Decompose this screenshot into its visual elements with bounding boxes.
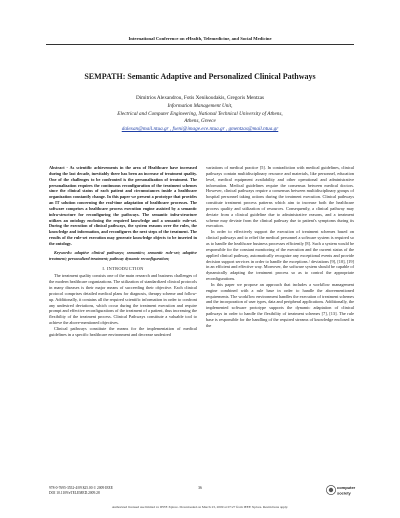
page-number: 36 [198,486,202,490]
left-column [49,165,197,338]
right-column [206,165,354,329]
logo-text: computer [337,485,356,490]
doi-line: DOI 10.1109/eTELEMED.2009.28 [49,491,100,495]
section-heading-introduction: I. INTRODUCTION [102,265,144,271]
abstract: Abstract - As scientific achievements in the area of Healthcare have increased during the last decade, inevitably there has been an increase of treatment quality. One of the challenges to be confronted is the personalization of treatment. The personalization requires the continuous reconfiguration of the treatment schemes since the clinical status of each patient and circumstances inside a healthcare organization constantly change. In this paper we present a prototype that provides an IT solution concerning the real-time adaptation of healthcare processes. The software comprises a healthcare process execution engine assisted by a semantic infra-structure for reconfiguring the pathways. The semantic infra-structure utilizes an ontology enclosing the required knowledge and a semantic rule-set. During the execution of clinical pathways, the system reasons over the rules, the knowledge and information, and reconfigures the next steps of the treatment. The results of the rule-set execution may generate knowledge objects to be inserted in the ontology. [49,165,197,246]
author-list: Dimitrios Alexandrou, Fotis Xenikoudakis, Gregoris Mentzas [135,95,265,101]
paper-title: SEMPATH: Semantic Adaptive and Personalized Clinical Pathways [84,72,316,81]
affiliation-line: Athens, Greece [184,118,216,125]
affiliation-block [0,103,400,133]
logo-text: society [337,490,351,496]
author-emails[interactable]: dalexan@mail.ntua.gr , fxeni@image.ece.ntua.gr , gmentzas@mail.ntua.gr [121,125,279,132]
body-paragraph: Clinical pathways constitute the means for the implementation of medical guidelines in a specific healthcare environment and decrease undesired [49,325,197,337]
header-rule [46,44,354,45]
affiliation-line: Information Management Unit, [167,103,233,109]
isbn-line: 978-0-7695-3552-4/09 $25.00 © 2009 IEEE [49,486,113,490]
affiliation-line: Electrical and Computer Engineering, National Technical University of Athens, [117,110,283,117]
computer-society-logo [326,483,358,497]
body-paragraph: In this paper we propose an approach that includes a workflow management engine combined with a rule base in order to handle the abovementioned requirements. The workflow environment handles the execution of treatment schemes and the incorporation of user types, data and peripheral applications. Additionally, the implemented software prototype supports the dynamic adaptation of clinical pathways in order to handle the flexibility of treatment schemes [7], [13]. The rule base is responsible for the handling of the required streams of knowledge enclosed in the [206,281,354,328]
license-notice: Authorized licensed use limited to: IEEE Xplore. Downloaded on March 23, 2009 at 07:27 from IEEE Xplore. Restrictions apply. [111,505,289,509]
keywords: Keywords: adaptive clinical pathways; semantics; semantic rule-set; adaptive treatment; personalized treatment; pathway dynamic reconfiguration; [49,249,197,261]
body-paragraph: In order to effectively support the execution of treatment schemes based on clinical pathways and to relief the medical personnel a software system is required so as to handle the healthcare business processes efficiently [8]. Such a system would be responsible for the constant monitoring of the execution and the current status of the applied clinical pathway, automatically recognize any exceptional events and provide decision support services in order to handle the exceptions / deviations [9], [10], [19] in an efficient and effective way. Moreover, the software system should be capable of dynamically adapting the treatment process so as to control the appropriate reconfigurations. [206,229,354,282]
conference-header: International Conference on eHealth, Telemedicine, and Social Medicine [128,36,272,41]
body-paragraph: variations of medical practice [5]. In contradiction with medical guidelines, clinical pathways contain multidisciplinary resource and materials, like personnel, education level, medical equipment availability and other operational and administrative information. Medical guidelines require the consensus between medical doctors. However, clinical pathways require a consensus between multidisciplinary groups of hospital personnel taking actions during the treatment execution. Clinical pathways constitute treatment process patterns which aim to increase both the healthcare process quality and utilization of resources. Consequently, a clinical pathway may deviate from a clinical guideline due to administrative reasons, and a treatment scheme may deviate from the clinical pathway due to patient's symptoms during its execution. [206,165,354,229]
body-paragraph: The treatment quality consists one of the main research and business challenges of the modern healthcare organizations. The utilization of standardized clinical protocols in many diseases is their major means of succeeding their objective. Each clinical protocol comprises detailed medical plans for diagnosis, therapy scheme and follow-up. Additionally, it contains all the required scientific information in order to confront any undesired deviations, which occur during the treatment execution and require prompt and effective reconfigurations of the treatment of a patient, thus increasing the flexibility of the treatment process. Clinical Pathways constitute a valuable tool to achieve the above-mentioned objectives. [49,273,197,326]
